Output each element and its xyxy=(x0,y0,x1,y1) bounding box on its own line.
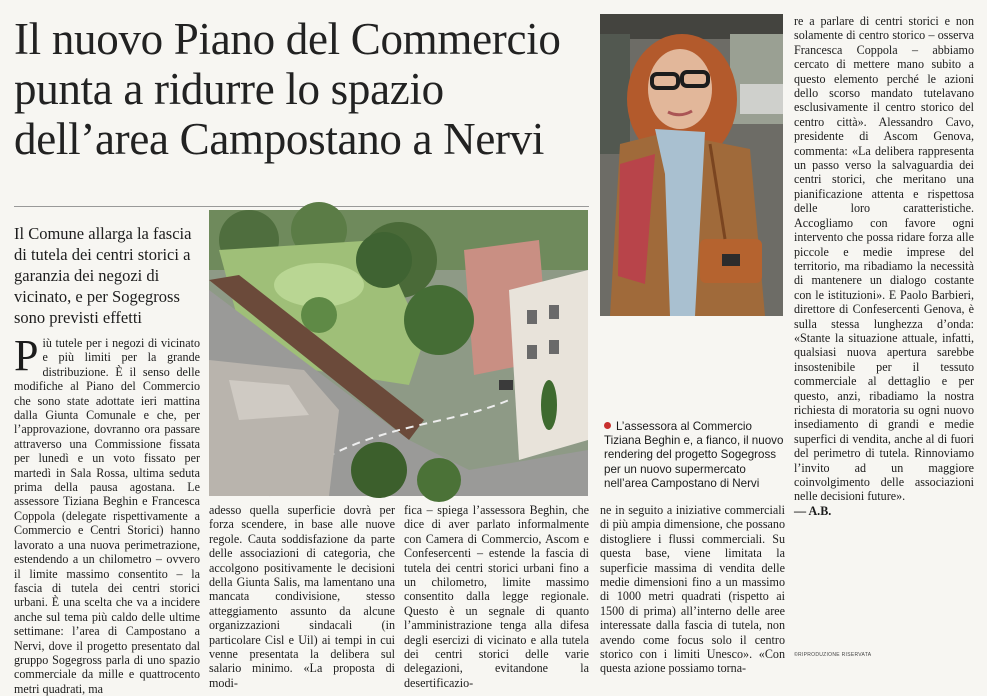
column-2-text: adesso quella superficie dovrà per forza scendere, in base alle nuove regole. Cauta soddisfazione da parte delle associazioni di categoria, che accolgono positivamente le decisioni della Giunta Salis, ma lamentano una mancata condivisione, stesso atteggiamento assunto da alcune organizzazioni sindacali (in particolare Cisl e Uil) ai tempi in cui venne presentata la delibera sul salario minimo. «La proposta di modi- xyxy=(209,503,395,690)
photo-caption xyxy=(604,420,784,491)
column-1-text: iù tutele per i negozi di vicinato e più limiti per la grande distribuzione. È il senso delle modifiche al Piano del Commercio che sono state adottate ieri mattina dalla Giunta Comunale e che, per l’approvazione, dovranno ora passare attraverso una Commissione fissata per lunedì e un voto fissato per martedì in Sala Rossa, ultima seduta prima della pausa agostana. Le assessore Tiziana Beghin e Francesca Coppola (delegate rispettivamente a Commercio e Centri Storici) hanno lavorato a una nuova perimetrazione, estendendo a un chilometro – ovvero il limite massimo consentito – la fascia di tutela dei centri storici urbani. È una scelta che va a incidere anche sul tema più caldo delle ultime settimane: l’area di Campostano a Nervi, dove il progetto presentato dal gruppo Sogegross parla di uno spazio commerciale da mille e quattrocento metri quadrati, ma xyxy=(14,336,200,696)
article-column-2 xyxy=(209,503,395,690)
article-column-1 xyxy=(14,331,200,696)
copyright-credit: ©RIPRODUZIONE RISERVATA xyxy=(794,652,872,658)
column-3-text: fica – spiega l’assessora Beghin, che dice di aver parlato informalmente con Camera di Commercio, Ascom e Confesercenti – estende la fascia di tutela dei centri storici urbani fino a un chilometro, limite massimo consentito dalla legge regionale. Questo è un segnale di quanto l’amministrazione tenga alla difesa degli esercizi di vicinato e alla tutela dei centri storici delle varie delegazioni, evitandone la desertificazio- xyxy=(404,503,589,690)
drop-cap: P xyxy=(14,331,39,380)
article-column-3 xyxy=(404,503,589,690)
portrait-photo xyxy=(600,14,783,316)
author-signature: — A.B. xyxy=(794,503,832,518)
caption-text: L’assessora al Commercio Tiziana Beghin e, a fianco, il nuovo rendering del progetto Sogegross per un nuovo supermercato nell’area Campostano di Nervi xyxy=(604,420,784,490)
article-subtitle: Il Comune allarga la fascia di tutela dei centri storici a garanzia dei negozi di vicinato, e per Sogegross sono previsti effetti xyxy=(14,224,192,327)
article-column-5 xyxy=(794,14,974,644)
article-title: Il nuovo Piano del Commercio punta a ridurre lo spazio dell’area Campostano a Nervi xyxy=(14,14,561,164)
column-5-text: re a parlare di centri storici e non solamente di centro storico – osserva Francesca Coppola – abbiamo cercato di mettere mano subito a questo elemento perché le azioni dello scorso mandato tutelavano esclusivamente il centro storico del centro città». Alessandro Cavo, presidente di Ascom Genova, commenta: «La delibera rappresenta un passo verso la salvaguardia dei centri storici, che meritano una pianificazione attenta e rispettosa delle loro caratteristiche. Accogliamo con favore ogni intervento che possa ridare forza alle piccole e medie imprese del territorio, ma ribadiamo la necessità di mantenere un dialogo costante con le istituzioni». E Paolo Barbieri, direttore di Confesercenti Genova, è sulla stessa lunghezza d’onda: «Stante la situazione attuale, infatti, qualsiasi nuova apertura sarebbe insostenibile per il tessuto commerciale al dettaglio e per questo, anzi, ribadiamo la nostra richiesta di moratoria su ogni nuovo insediamento di grandi e medie superfici di vendita, anche al di fuori del perimetro di tutela. Rinnoviamo l’invito ad un maggiore coinvolgimento delle associazioni nelle decisioni future». xyxy=(794,14,974,504)
column-4-text: ne in seguito a iniziative commerciali di più ampia dimensione, che possano distogliere i flussi commerciali. Su questa base, viene limitata la superficie massima di vendita delle medie dimensioni fino a un massimo di 1000 metri quadrati (rispetto ai 1500 di prima) all’interno delle aree interessate dalla fascia di tutela, non avendo come focus solo il centro storico con i limiti Unesco». «Con questa azione possiamo torna- xyxy=(600,503,785,676)
project-rendering-image xyxy=(209,210,588,496)
rendering-illustration xyxy=(209,210,588,496)
caption-bullet-icon xyxy=(604,422,611,429)
divider xyxy=(14,206,589,207)
article-column-4 xyxy=(600,503,785,676)
portrait-illustration xyxy=(600,14,783,316)
